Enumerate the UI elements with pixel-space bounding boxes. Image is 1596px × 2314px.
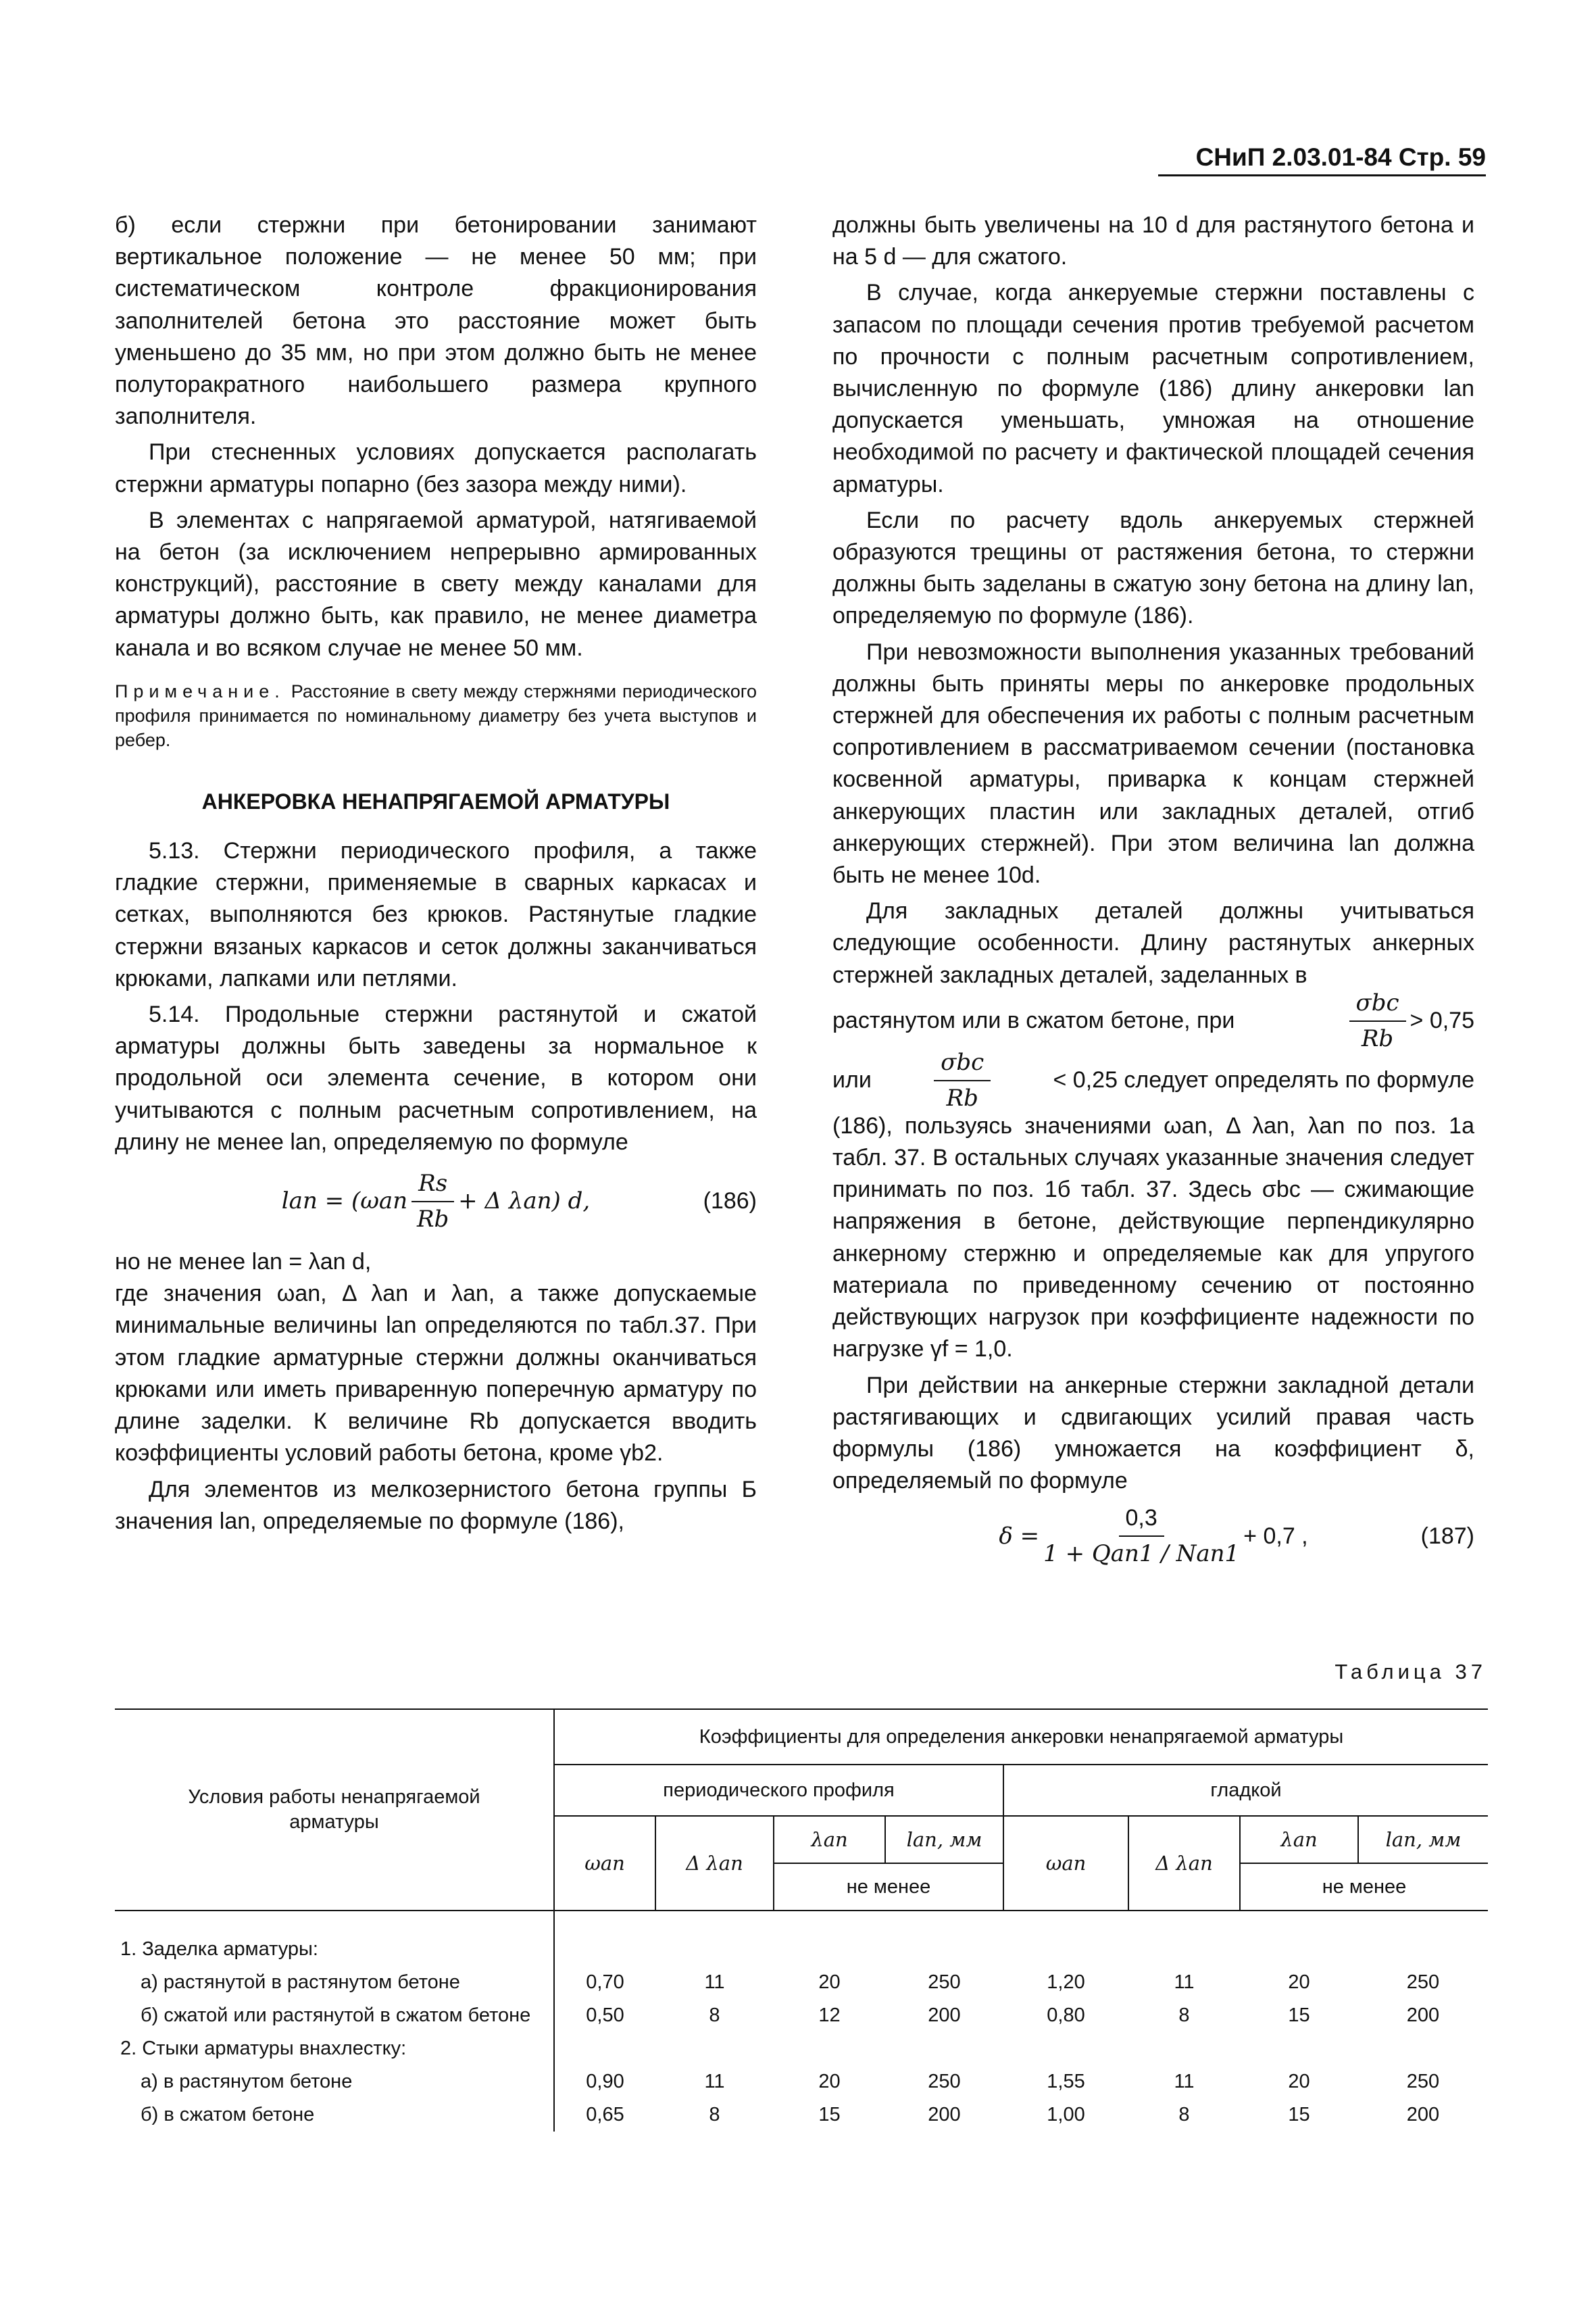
- not-less-smooth: не менее: [1240, 1863, 1488, 1911]
- paragraph-delta: При действии на анкерные стержни закладной детали растягивающих и сдвигающих усилий правая часть формулы (186) умножается на коэффициент δ, определяемый по формуле: [832, 1372, 1474, 1494]
- paragraph-values-right: (186), пользуясь значениями ωan, Δ λan, λan по поз. 1а табл. 37. В остальных случаях указанные значения следует принимать по поз. 1б табл. 37. Здесь σbc — сжимающие напряжения в бетоне, действующие перпендикулярно анкерному стержню и определяемые как для упругого материала по приведенному сечению от постоянно действующих нагрузок при коэффициенте надежности по нагрузке γf = 1,0.: [832, 1112, 1474, 1362]
- formula-187-fraction: [1043, 1502, 1239, 1570]
- table-head-coefficients: Коэффициенты для определения анкеровки ненапрягаемой арматуры: [554, 1709, 1488, 1765]
- formula-186-left: lan = (ωan: [281, 1187, 408, 1215]
- formula-186-denominator: Rb: [416, 1206, 449, 1233]
- table-37: [115, 1708, 1488, 2132]
- ratio-text-3: < 0,25 следует определять по формуле: [1053, 1067, 1474, 1093]
- ratio-fraction-2: [934, 1047, 991, 1114]
- table-group-1: 1. Заделка арматуры:: [120, 1938, 318, 1960]
- note-label: Примечание.: [115, 681, 285, 701]
- table-row: [115, 1999, 1488, 2032]
- paragraph-fine-grained: Для элементов из мелкозернистого бетона группы Б значения lan, определяемые по формуле (186),: [115, 1476, 757, 1534]
- paragraph-min: но не менее lan = λan d,: [115, 1249, 372, 1275]
- cell: 20: [1288, 2071, 1310, 2092]
- clause-5-14: 5.14. Продольные стержни растянутой и сжатой арматуры должны быть заведены за нормальное к продольной оси элемента сечение, в котором они учитываются с полным расчетным сопротивлением, на длину не менее lan, определяемую по формуле: [115, 1002, 757, 1155]
- cell: 0,65: [554, 2098, 655, 2132]
- paragraph-cramped: При стесненных условиях допускается располагать стержни арматуры попарно (без зазора между ними).: [115, 439, 757, 497]
- cell: 11: [1174, 2071, 1195, 2092]
- formula-186-label: (186): [703, 1188, 757, 1214]
- cell: 15: [1288, 2104, 1310, 2125]
- cell: 8: [709, 2004, 720, 2026]
- clause-5-13: 5.13. Стержни периодического профиля, а также гладкие стержни, применяемые в сварных каркасах и сетках, выполняются без крюков. Растянутые гладкие стержни вязаных каркасов и сеток должны заканчиваться крюками, лапками или петлями.: [115, 838, 757, 991]
- cell: 0,50: [554, 1999, 655, 2032]
- cell: 200: [1406, 2104, 1440, 2125]
- cell: 0,90: [554, 2065, 655, 2098]
- ratio-numerator-2: σbc: [934, 1047, 991, 1081]
- formula-187-numerator: 0,3: [1119, 1502, 1164, 1537]
- formula-187-right: + 0,7 ,: [1243, 1523, 1308, 1549]
- paragraph-cracks: Если по расчету вдоль анкеруемых стержней образуются трещины от растяжения бетона, то стержни должны быть заделаны в сжатую зону бетона на длину lan, определяемую по формуле (186).: [832, 507, 1474, 629]
- col-l-smooth: λan: [1240, 1816, 1358, 1863]
- cell: 8: [709, 2104, 720, 2125]
- cell: 250: [1406, 2071, 1440, 2092]
- cell: 12: [818, 2004, 841, 2026]
- cell: 15: [1288, 2004, 1310, 2026]
- paragraph-increase: должны быть увеличены на 10 d для растянутого бетона и на 5 d — для сжатого.: [832, 212, 1474, 270]
- cell: 11: [1174, 1971, 1195, 1993]
- col-dl-periodic: Δ λan: [655, 1816, 774, 1911]
- table-group-row: [115, 1933, 1488, 1966]
- cell: 20: [818, 2071, 841, 2092]
- cell: 1,55: [1047, 2071, 1085, 2092]
- formula-186-numerator: Rs: [412, 1168, 454, 1202]
- note-text: Расстояние в свету между стержнями периодического профиля принимается по номинальному диаметру без учета выступов и ребер.: [115, 681, 757, 750]
- ratio-expression-1: [1345, 987, 1475, 1055]
- col-lan-smooth: lan, мм: [1358, 1816, 1488, 1863]
- cell: 0,80: [1047, 2004, 1085, 2026]
- ratio-value-1: > 0,75: [1410, 1008, 1474, 1034]
- table-head-periodic: периодического профиля: [554, 1765, 1003, 1816]
- left-column: [115, 210, 757, 1542]
- row-label: а) в растянутом бетоне: [141, 2071, 353, 2092]
- inline-ratio-line-2: [832, 1048, 1474, 1112]
- table-group-row: [115, 2032, 1488, 2065]
- cell: 8: [1178, 2004, 1190, 2026]
- cell: 250: [928, 1971, 961, 1993]
- cell: 20: [818, 1971, 841, 1993]
- ratio-numerator-1: σbc: [1349, 987, 1406, 1022]
- col-l-periodic: λan: [774, 1816, 885, 1863]
- col-w-periodic: ωan: [554, 1816, 655, 1911]
- paragraph-values: где значения ωan, Δ λan и λan, а также допускаемые минимальные величины lan определяются по табл.37. При этом гладкие арматурные стержни должны оканчиваться крюками или иметь приваренную поперечную арматуру по длине заделки. К величине Rb допускается вводить коэффициенты условий работы бетона, кроме γb2.: [115, 1281, 757, 1467]
- cell: 20: [1288, 1971, 1310, 1993]
- cell: 11: [704, 1971, 725, 1993]
- page-header: СНиП 2.03.01-84 Стр. 59: [1158, 143, 1486, 176]
- ratio-denominator-2: Rb: [946, 1084, 978, 1112]
- cell: 15: [818, 2104, 841, 2125]
- row-label: б) в сжатом бетоне: [141, 2104, 315, 2125]
- table-row: [115, 2065, 1488, 2098]
- cell: 8: [1178, 2104, 1190, 2125]
- section-title: АНКЕРОВКА НЕНАПРЯГАЕМОЙ АРМАТУРЫ: [201, 789, 670, 814]
- cell: 1,00: [1047, 2104, 1085, 2125]
- ratio-text-1: растянутом или в сжатом бетоне, при: [832, 1008, 1235, 1034]
- cell: 250: [1406, 1971, 1440, 1993]
- cell: 250: [928, 2071, 961, 2092]
- note: [115, 679, 757, 752]
- formula-187-denominator: 1 + Qan1 / Nan1: [1043, 1540, 1240, 1568]
- table-row: [115, 2098, 1488, 2132]
- cell: 200: [1406, 2004, 1440, 2026]
- cell: 200: [928, 2004, 961, 2026]
- paragraph-b: б) если стержни при бетонировании занимают вертикальное положение — не менее 50 мм; при систематическом контроле фракционирования заполнителей бетона это расстояние может быть уменьшено до 35 мм, но при этом должно быть не менее полуторакратного наибольшего размера крупного заполнителя.: [115, 212, 757, 430]
- ratio-fraction-1: [1349, 987, 1406, 1055]
- cell: 1,20: [1047, 1971, 1085, 1993]
- col-lan-periodic: lan, мм: [885, 1816, 1003, 1863]
- formula-186-right: + Δ λan) d,: [458, 1187, 591, 1215]
- table-row: [115, 1966, 1488, 1999]
- cell: 200: [928, 2104, 961, 2125]
- formula-186-fraction: [412, 1168, 454, 1235]
- col-w-smooth: ωan: [1003, 1816, 1128, 1911]
- row-label: б) сжатой или растянутой в сжатом бетоне: [141, 2004, 531, 2026]
- paragraph-embedded: Для закладных деталей должны учитываться следующие особенности. Длину растянутых анкерных стержней закладных деталей, заделанных в: [832, 898, 1474, 988]
- paragraph-measures: При невозможности выполнения указанных требований должны быть приняты меры по анкеровке продольных стержней для обеспечения их работы с полным расчетным сопротивлением в рассматриваемом сечении (постановка косвенной арматуры, приварка к концам стержней анкерующих пластин или закладных деталей, отгиб анкерующих стержней). При этом величина lan должна быть не менее 10d.: [832, 639, 1474, 889]
- ratio-text-2: или: [832, 1067, 872, 1093]
- formula-187: [832, 1502, 1474, 1570]
- not-less-periodic: не менее: [774, 1863, 1003, 1911]
- paragraph-prestressed: В элементах с напрягаемой арматурой, натягиваемой на бетон (за исключением непрерывно армированных конструкций), расстояние в свету между каналами для арматуры должно быть, как правило, не менее диаметра канала и во всяком случае не менее 50 мм.: [115, 507, 757, 661]
- row-label: а) растянутой в растянутом бетоне: [141, 1971, 460, 1993]
- right-column: [832, 210, 1474, 1577]
- formula-186: [115, 1164, 757, 1239]
- inline-ratio-line-1: [832, 991, 1474, 1051]
- table-group-2: 2. Стыки арматуры внахлестку:: [120, 2038, 407, 2059]
- paragraph-reserve: В случае, когда анкеруемые стержни поставлены с запасом по площади сечения против требуемой расчетом по прочности с полным расчетным сопротивлением, вычисленную по формуле (186) длину анкеровки lan допускается уменьшать, умножая на отношение необходимой по расчету и фактической площадей сечения арматуры.: [832, 280, 1474, 497]
- cell: 0,70: [554, 1966, 655, 1999]
- cell: 11: [704, 2071, 725, 2092]
- col-dl-smooth: Δ λan: [1128, 1816, 1240, 1911]
- formula-187-left: δ =: [999, 1522, 1040, 1550]
- formula-187-label: (187): [1420, 1523, 1474, 1549]
- ratio-denominator-1: Rb: [1361, 1025, 1394, 1052]
- table-caption: Таблица 37: [1335, 1660, 1487, 1683]
- table-head-conditions: Условия работы ненапрягаемой арматуры: [115, 1709, 554, 1911]
- table-head-smooth: гладкой: [1003, 1765, 1488, 1816]
